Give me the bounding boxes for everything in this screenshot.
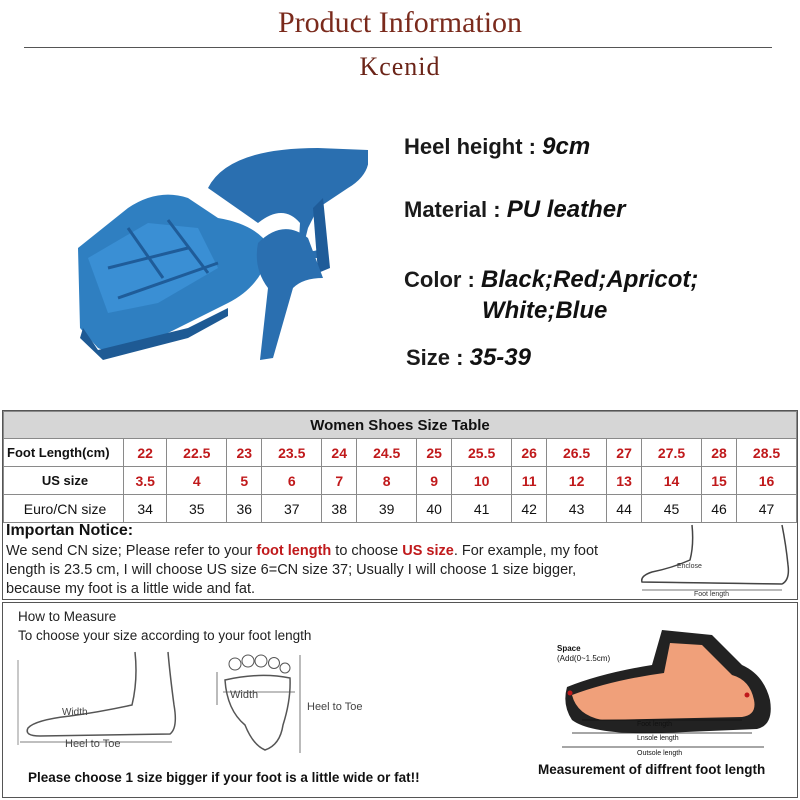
space-range-label: (Add(0~1.5cm) [557,654,611,663]
spec-material [404,196,625,224]
top-width-label: Width [230,689,259,701]
table-cell: 13 [607,467,642,495]
spec-color-value-2: White;Blue [482,297,608,324]
size-table-title: Women Shoes Size Table [4,412,797,439]
brand-name: Kcenid [359,52,441,81]
row-label: Foot Length(cm) [4,439,124,467]
outsole-length-label: Outsole length [637,750,683,757]
table-cell: 3.5 [124,467,167,495]
foot-length-figure [632,520,796,598]
table-cell: 8 [357,467,417,495]
table-cell: 14 [642,467,702,495]
foot-side-view [10,650,180,755]
notice-text [6,542,631,599]
spec-material-value: PU leather [506,196,626,223]
table-cell: 12 [547,467,607,495]
table-cell: 44 [607,495,642,523]
table-row-euro-size [4,495,797,523]
notice-t1: We send CN size; Please refer to your [6,543,257,559]
table-cell: 6 [262,467,322,495]
table-cell: 9 [417,467,452,495]
table-cell: 25 [417,439,452,467]
table-cell: 22 [124,439,167,467]
table-cell: 5 [227,467,262,495]
table-cell: 47 [737,495,797,523]
top-heel-label: Heel to Toe [307,701,363,713]
side-heel-label: Heel to Toe [65,738,121,750]
side-width-label: Width [62,707,88,718]
foot-length-diagram [542,625,782,765]
table-cell: 35 [167,495,227,523]
notice-t5: . For example, my foot length is 23.5 cm, I will choose US size 6=CN size 37; Usually I will choose 1 size bigger, because my foot is a little wide and fat. [6,543,599,597]
spec-heel-height [404,133,590,161]
table-cell: 46 [701,495,736,523]
table-cell: 41 [452,495,512,523]
table-cell: 36 [227,495,262,523]
table-cell: 23 [227,439,262,467]
table-cell: 25.5 [452,439,512,467]
table-cell: 39 [357,495,417,523]
table-row-us-size [4,467,797,495]
measure-bottom-note: Please choose 1 size bigger if your foot is a little wide or fat!! [28,770,420,785]
measure-title: How to Measure [18,609,117,624]
spec-material-label: Material : [404,197,501,222]
length-caption: Measurement of diffrent foot length [538,762,766,777]
row-label: US size [4,467,124,495]
table-cell: 26 [512,439,547,467]
page-title: Product Information [277,6,523,39]
table-cell: 28.5 [737,439,797,467]
table-cell: 27 [607,439,642,467]
spec-color-cont [482,297,607,325]
spec-color-label: Color : [404,267,475,292]
table-cell: 43 [547,495,607,523]
table-cell: 37 [262,495,322,523]
notice-foot-length: foot length [256,543,332,559]
row-label: Euro/CN size [4,495,124,523]
table-cell: 16 [737,467,797,495]
table-cell: 45 [642,495,702,523]
table-cell: 10 [452,467,512,495]
fig-enclose-label: Enclose [677,563,702,570]
table-row-foot-length [4,439,797,467]
measure-subtitle: To choose your size according to your foot length [18,628,312,643]
table-cell: 23.5 [262,439,322,467]
table-cell: 22.5 [167,439,227,467]
size-table [3,411,797,523]
table-cell: 4 [167,467,227,495]
spec-heel-label: Heel height : [404,134,537,159]
notice-title-b: Notice: [78,522,134,539]
spec-heel-value: 9cm [542,133,591,160]
fig-foot-length-label: Foot length [694,591,730,598]
table-cell: 24.5 [357,439,417,467]
spec-color-value-1: Black;Red;Apricot; [481,266,699,293]
table-cell: 27.5 [642,439,702,467]
spec-size [406,344,531,372]
spec-size-label: Size : [406,345,464,370]
notice-title-a: Importan [6,522,75,539]
table-cell: 40 [417,495,452,523]
insole-length-label: Lnsole length [637,735,679,742]
table-cell: 28 [701,439,736,467]
front-sandal [78,195,323,360]
notice-us-size: US size [402,543,454,559]
table-cell: 24 [322,439,357,467]
table-cell: 7 [322,467,357,495]
spec-size-value: 35-39 [469,344,531,371]
foot-length-label: Foot length [637,721,673,728]
notice-title [6,522,133,540]
notice-t3: to choose [331,543,403,559]
table-cell: 34 [124,495,167,523]
space-label: Space [557,644,581,653]
spec-color [404,266,698,294]
table-cell: 15 [701,467,736,495]
product-image [68,128,368,388]
title-divider [24,47,772,48]
table-cell: 38 [322,495,357,523]
table-cell: 11 [512,467,547,495]
table-cell: 42 [512,495,547,523]
foot-top-view [205,650,405,755]
table-cell: 26.5 [547,439,607,467]
